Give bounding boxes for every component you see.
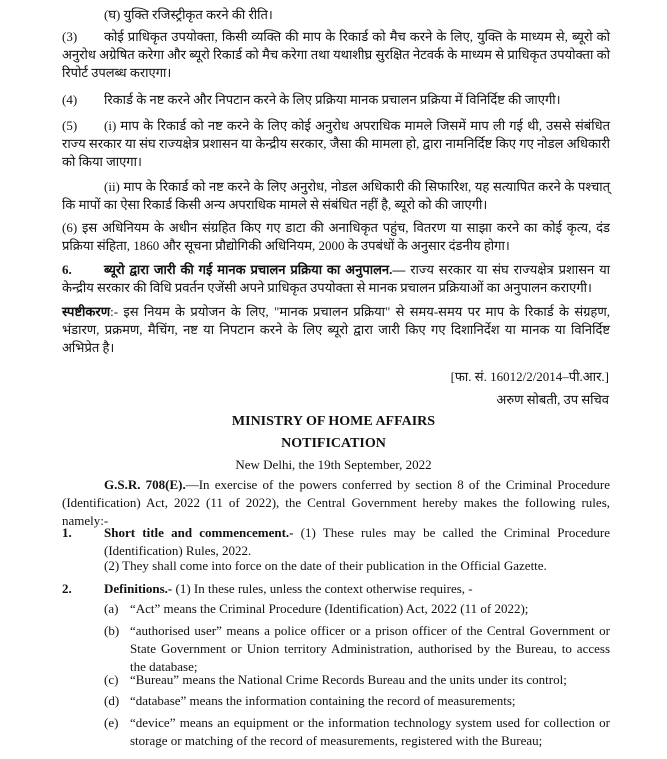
hindi-para-5-ii: (ii) माप के रिकार्ड को नष्ट करने के लिए अनुरोध, नोडल अधिकारी की सिफारिश, यह सत्यापित करने के पश्चात् कि मापों का ऐसा रिकार्ड किसी अन्य अपराधिक मामले से संबंधित नहीं है, ब्यूरो को की जाएगी। — [62, 179, 610, 212]
rule-text: (1) These rules may be called the Criminal Procedure (Identification) Rules, 2022. — [104, 525, 610, 558]
rule-number: 2. — [62, 581, 72, 596]
para-text: रिकार्ड के नष्ट करने और निपटान करने के लिए प्रक्रिया मानक प्रचालन प्रक्रिया में विनिर्दिष्ट की जाएगी। — [104, 92, 561, 107]
definition-label: (c) — [104, 672, 119, 687]
para-number: (3) — [62, 29, 78, 44]
hindi-clause-gha: (घ) युक्ति रजिस्ट्रीकृत करने की रीति। — [104, 7, 273, 22]
definition-b — [104, 622, 610, 676]
definition-e — [104, 714, 610, 750]
definition-text: “authorised user” means a police officer or a prison officer of the Central Government or State Government or Union territory Administration, authorised by the Bureau, to access the database; — [130, 623, 610, 674]
rule-1-sub-2 — [62, 557, 610, 575]
section-number: 6. — [62, 262, 72, 277]
rule-1-sub-2-text: (2) They shall come into force on the date of their publication in the Official Gazette. — [104, 558, 547, 573]
rule-1 — [62, 524, 610, 560]
definition-text: “Act” means the Criminal Procedure (Identification) Act, 2022 (11 of 2022); — [130, 601, 529, 616]
definition-c — [104, 671, 610, 689]
hindi-para-5 — [62, 117, 610, 171]
section-title: ब्यूरो द्वारा जारी की गई मानक प्रचालन प्रक्रिया का अनुपालन.— — [104, 262, 406, 277]
rule-title: Definitions.- — [104, 581, 173, 596]
definition-text: “Bureau” means the National Crime Records Bureau and the units under its control; — [130, 672, 567, 687]
para-text: (i) माप के रिकार्ड को नष्ट करने के लिए कोई अनुरोध अपराधिक मामले जिसमें माप ली गई थी, उससे संबंधित राज्य सरकार या संघ राज्यक्षेत्र प्रशासन या केन्द्रीय सरकार, जैसा की मामला हो, द्वारा नामनिर्दिष्ट किए गए नोडल अधिकारी को किया जाएगा। — [62, 118, 610, 169]
rule-body — [104, 580, 610, 598]
hindi-para-6: (6) इस अधिनियम के अधीन संग्रहित किए गए डाटा की अनाधिकृत पहुंच, वितरण या साझा करने का कोई कृत्य, दंड प्रक्रिया संहिता, 1860 और सूचना प्रौद्योगिकी अधिनियम, 2000 के उपबंधों के अनुसार दंडनीय होगा। — [62, 220, 610, 253]
rule-title: Short title and commencement.- — [104, 525, 294, 540]
gsr-preamble — [62, 476, 610, 530]
definition-text: “device” means an equipment or the information technology system used for collection or storage or matching of the record of measurements, registered with the Bureau; — [130, 715, 610, 748]
hindi-para-3 — [62, 28, 610, 82]
signatory: अरुण सोबती, उप सचिव — [496, 392, 609, 407]
definition-text: “database” means the information containing the record of measurements; — [130, 693, 516, 708]
para-number: (5) — [62, 118, 78, 133]
gsr-text: —In exercise of the powers conferred by section 8 of the Criminal Procedure (Identification) Act, 2022 (11 of 2022), the Central Government hereby makes the following rules, namely:- — [62, 477, 610, 528]
definition-label: (d) — [104, 693, 120, 708]
definition-label: (a) — [104, 601, 119, 616]
hindi-section-6 — [62, 261, 610, 297]
explanation-label: स्पष्टीकरण — [62, 304, 111, 319]
definition-label: (b) — [104, 623, 120, 638]
para-number: (4) — [62, 92, 78, 107]
definition-d — [104, 692, 610, 710]
rule-2 — [62, 580, 610, 598]
ministry-heading: MINISTRY OF HOME AFFAIRS — [231, 414, 436, 429]
notification-heading: NOTIFICATION — [281, 436, 386, 451]
hindi-explanation — [62, 303, 610, 357]
section-text: राज्य सरकार या संघ राज्यक्षेत्र प्रशासन या केन्द्रीय सरकार की विधि प्रवर्तन एजेंसी अपने प्राधिकृत उपयोक्ता से मानक प्रचालन प्रक्रियाओं का अनुपालन कराएगी। — [62, 262, 611, 295]
definition-label: (e) — [104, 715, 119, 730]
rule-text: (1) In these rules, unless the context otherwise requires, - — [172, 581, 473, 596]
hindi-para-4 — [62, 91, 610, 109]
date-line: New Delhi, the 19th September, 2022 — [235, 457, 432, 472]
explanation-text: :- इस नियम के प्रयोजन के लिए, "मानक प्रचालन प्रक्रिया" से समय-समय पर माप के रिकार्ड के संग्रहण, भंडारण, प्रक्रमण, मैचिंग, नष्ट या निपटान करने के लिए ब्यूरो द्वारा जारी किए गए दिशानिर्देश या मानक या विनिर्दिष्ट अभिप्रेत है। — [62, 304, 610, 355]
para-text: कोई प्राधिकृत उपयोक्ता, किसी व्यक्ति की माप के रिकार्ड को मैच करने के लिए, युक्ति के माध्यम से, ब्यूरो को अनुरोध अग्रेषित करेगा और ब्यूरो रिकार्ड को मैच करेगा तथा यथाशीघ्र सुरक्षित नेटवर्क के माध्यम से प्राधिकृत उपयोक्ता को रिपोर्ट उपलब्ध कराएगा। — [62, 29, 610, 80]
gsr-label: G.S.R. 708(E). — [104, 477, 186, 492]
rule-body — [104, 524, 610, 560]
rule-number: 1. — [62, 525, 72, 540]
definition-a — [104, 600, 610, 618]
file-number: [फा. सं. 16012/2/2014–पी.आर.] — [450, 369, 609, 384]
